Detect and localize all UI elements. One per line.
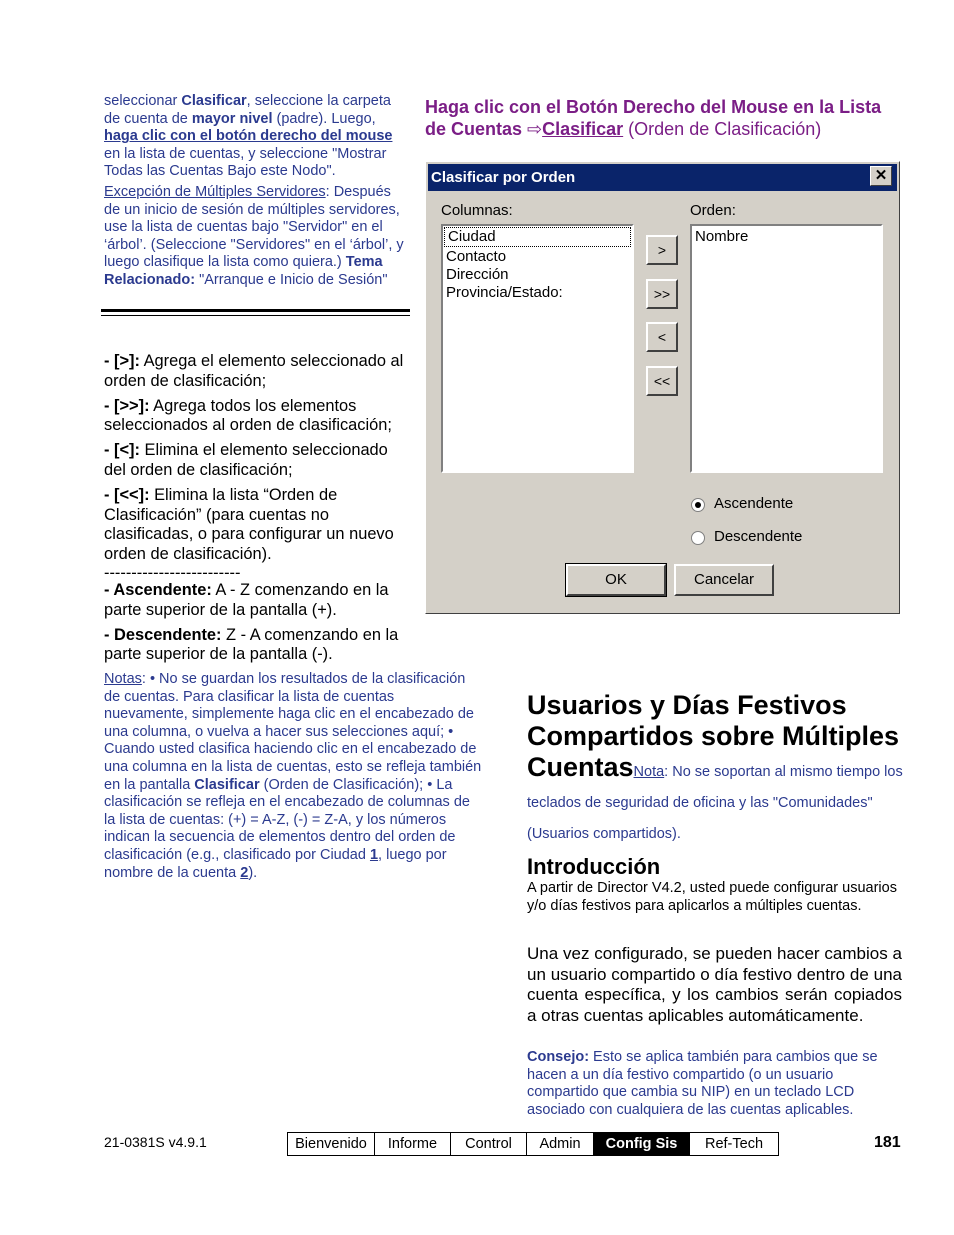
ok-button[interactable]: OK xyxy=(566,564,666,596)
list-item[interactable]: Ciudad xyxy=(444,227,631,247)
section-title: Usuarios y Días Festivos Compartidos sobre Múltiples CuentasNota: No se soportan al mismo tiempo los teclados de seguridad de oficina y las "Comunidades" (Usuarios compartidos). xyxy=(527,690,903,842)
intro-heading: Introducción xyxy=(527,854,661,879)
text-bold: mayor nivel xyxy=(191,110,273,127)
add-all-button[interactable]: >> xyxy=(646,279,678,309)
arrow-icon: ⇨ xyxy=(527,119,543,139)
columns-label: Columnas: xyxy=(441,202,513,219)
page-number: 181 xyxy=(874,1134,901,1151)
text-bold: Clasificar xyxy=(181,93,247,109)
multi-server-link[interactable]: Excepción de Múltiples Servidores xyxy=(104,183,326,200)
cancel-button[interactable]: Cancelar xyxy=(674,564,774,596)
close-icon[interactable]: ✕ xyxy=(870,166,892,186)
list-item[interactable]: Contacto xyxy=(446,248,507,265)
text: (padre). Luego, xyxy=(272,110,376,127)
navigation-instructions xyxy=(104,93,410,181)
document-id: 21-0381S v4.9.1 xyxy=(104,1134,207,1150)
related-topic-link[interactable]: "Arranque e Inicio de Sesión" xyxy=(195,271,388,288)
dialog-title: Clasificar por Orden xyxy=(431,169,576,186)
ascending-label[interactable]: Ascendente xyxy=(714,495,794,512)
tab-informe[interactable]: Informe xyxy=(375,1133,451,1155)
clasificar-link[interactable]: Clasificar xyxy=(542,119,624,139)
add-button[interactable]: > xyxy=(646,235,678,265)
text: , seleccione la carpeta de cuenta de xyxy=(104,93,391,127)
descending-label[interactable]: Descendente xyxy=(714,528,803,545)
related-topic-label: Tema Relacionado: xyxy=(104,254,383,288)
order-label: Orden: xyxy=(690,202,736,219)
list-item[interactable]: Dirección xyxy=(446,266,509,283)
def-add-all: - [>>]: Agrega todos los elementos seleccionados al orden de clasificación; xyxy=(104,396,392,435)
dialog-heading: Haga clic con el Botón Derecho del Mouse en la Lista de Cuentas ⇨Clasificar (Orden de Clasificación) xyxy=(425,97,882,139)
note-link[interactable]: Nota xyxy=(633,764,665,780)
text: : Después de un inicio de sesión de múltiples servidores, use la lista de cuentas bajo "Servidor" en el ‘árbol’. (Seleccione "Servidores" en el ‘árbol’, y luego clasifique la lista como quiera.) xyxy=(104,183,404,271)
tab-control[interactable]: Control xyxy=(451,1133,527,1155)
list-item[interactable]: Provincia/Estado: xyxy=(446,284,563,301)
tab-bienvenido[interactable]: Bienvenido xyxy=(288,1133,375,1155)
button-definitions xyxy=(104,352,410,670)
tip-block: Consejo: Esto se aplica también para cambios que se hacen a un día festivo compartido (o un usuario compartido que cambia su NIP) en un teclado LCD asociado con cualquiera de las cuentas aplicables. xyxy=(527,1049,878,1118)
notes-block: Notas: • No se guardan los resultados de la clasificación de cuentas. Para clasificar la lista de cuentas nuevamente, simplemente haga clic en el encabezado de una columna, o vuelva a hacer sus selecciones aquí; • Cuando usted clasifica haciendo clic en el encabezado de una columna en la lista de cuentas, esto se refleja también en la pantalla Clasificar (Orden de Clasificación); • La clasificación se refleja en el encabezado de columnas de la lista de cuentas: (+) = A-Z, (-) = Z-A, y los números indican la secuencia de elementos dentro del orden de clasificación (e.g., clasificado por Ciudad 1, luego por nombre de la cuenta 2). xyxy=(104,671,482,881)
right-click-link[interactable]: haga clic con el botón derecho del mouse xyxy=(104,128,393,145)
tip-label: Consejo: xyxy=(527,1049,590,1065)
ascending-radio[interactable] xyxy=(691,498,705,512)
sidebar-note xyxy=(104,93,410,290)
tab-config-sis[interactable]: Config Sis xyxy=(594,1133,690,1155)
def-remove: - [<]: Elimina el elemento seleccionado del orden de clasificación; xyxy=(104,441,388,479)
def-descending: - Descendente: Z - A comenzando en la parte superior de la pantalla (-). xyxy=(104,625,399,664)
remove-all-button[interactable]: << xyxy=(646,366,678,396)
columns-listbox[interactable] xyxy=(441,224,634,473)
divider-rule xyxy=(101,309,410,316)
sort-order-dialog xyxy=(425,161,900,614)
multi-server-exception xyxy=(104,184,410,290)
text: en la lista de cuentas, y seleccione "Mostrar Todas las Cuentas Bajo este Nodo". xyxy=(104,145,387,180)
text: seleccionar xyxy=(104,93,182,109)
list-item[interactable]: Nombre xyxy=(695,228,749,245)
tab-admin[interactable]: Admin xyxy=(527,1133,594,1155)
tab-ref-tech[interactable]: Ref-Tech xyxy=(704,1136,764,1152)
note-text: : No se soportan al mismo tiempo los teclados de seguridad de oficina y las "Comunidades" (Usuarios compartidos). xyxy=(527,764,903,842)
remove-button[interactable]: < xyxy=(646,322,678,352)
footer-nav xyxy=(287,1132,779,1156)
order-listbox[interactable] xyxy=(690,224,883,473)
def-remove-all: - [<<]: Elimina la lista “Orden de Clasificación” (para cuentas no clasificadas, o para configurar un nuevo orden de clasificación). xyxy=(104,485,394,564)
notes-link[interactable]: Notas xyxy=(104,671,142,687)
descending-radio[interactable] xyxy=(691,531,705,545)
body-paragraph: Una vez configurado, se pueden hacer cambios a un usuario compartido o día festivo dentro de una cuenta específica, y los cambios serán copiados a otras cuentas aplicables automáticamente. xyxy=(527,944,902,1025)
def-ascending: - Ascendente: A - Z comenzando en la parte superior de la pantalla (+). xyxy=(104,580,389,619)
intro-text: A partir de Director V4.2, usted puede configurar usuarios y/o días festivos para aplicarlos a múltiples cuentas. xyxy=(527,880,897,914)
dialog-titlebar[interactable] xyxy=(428,164,897,191)
def-add: - [>]: Agrega el elemento seleccionado al orden de clasificación; xyxy=(104,352,404,390)
separator-line: ------------------------- xyxy=(104,563,241,582)
